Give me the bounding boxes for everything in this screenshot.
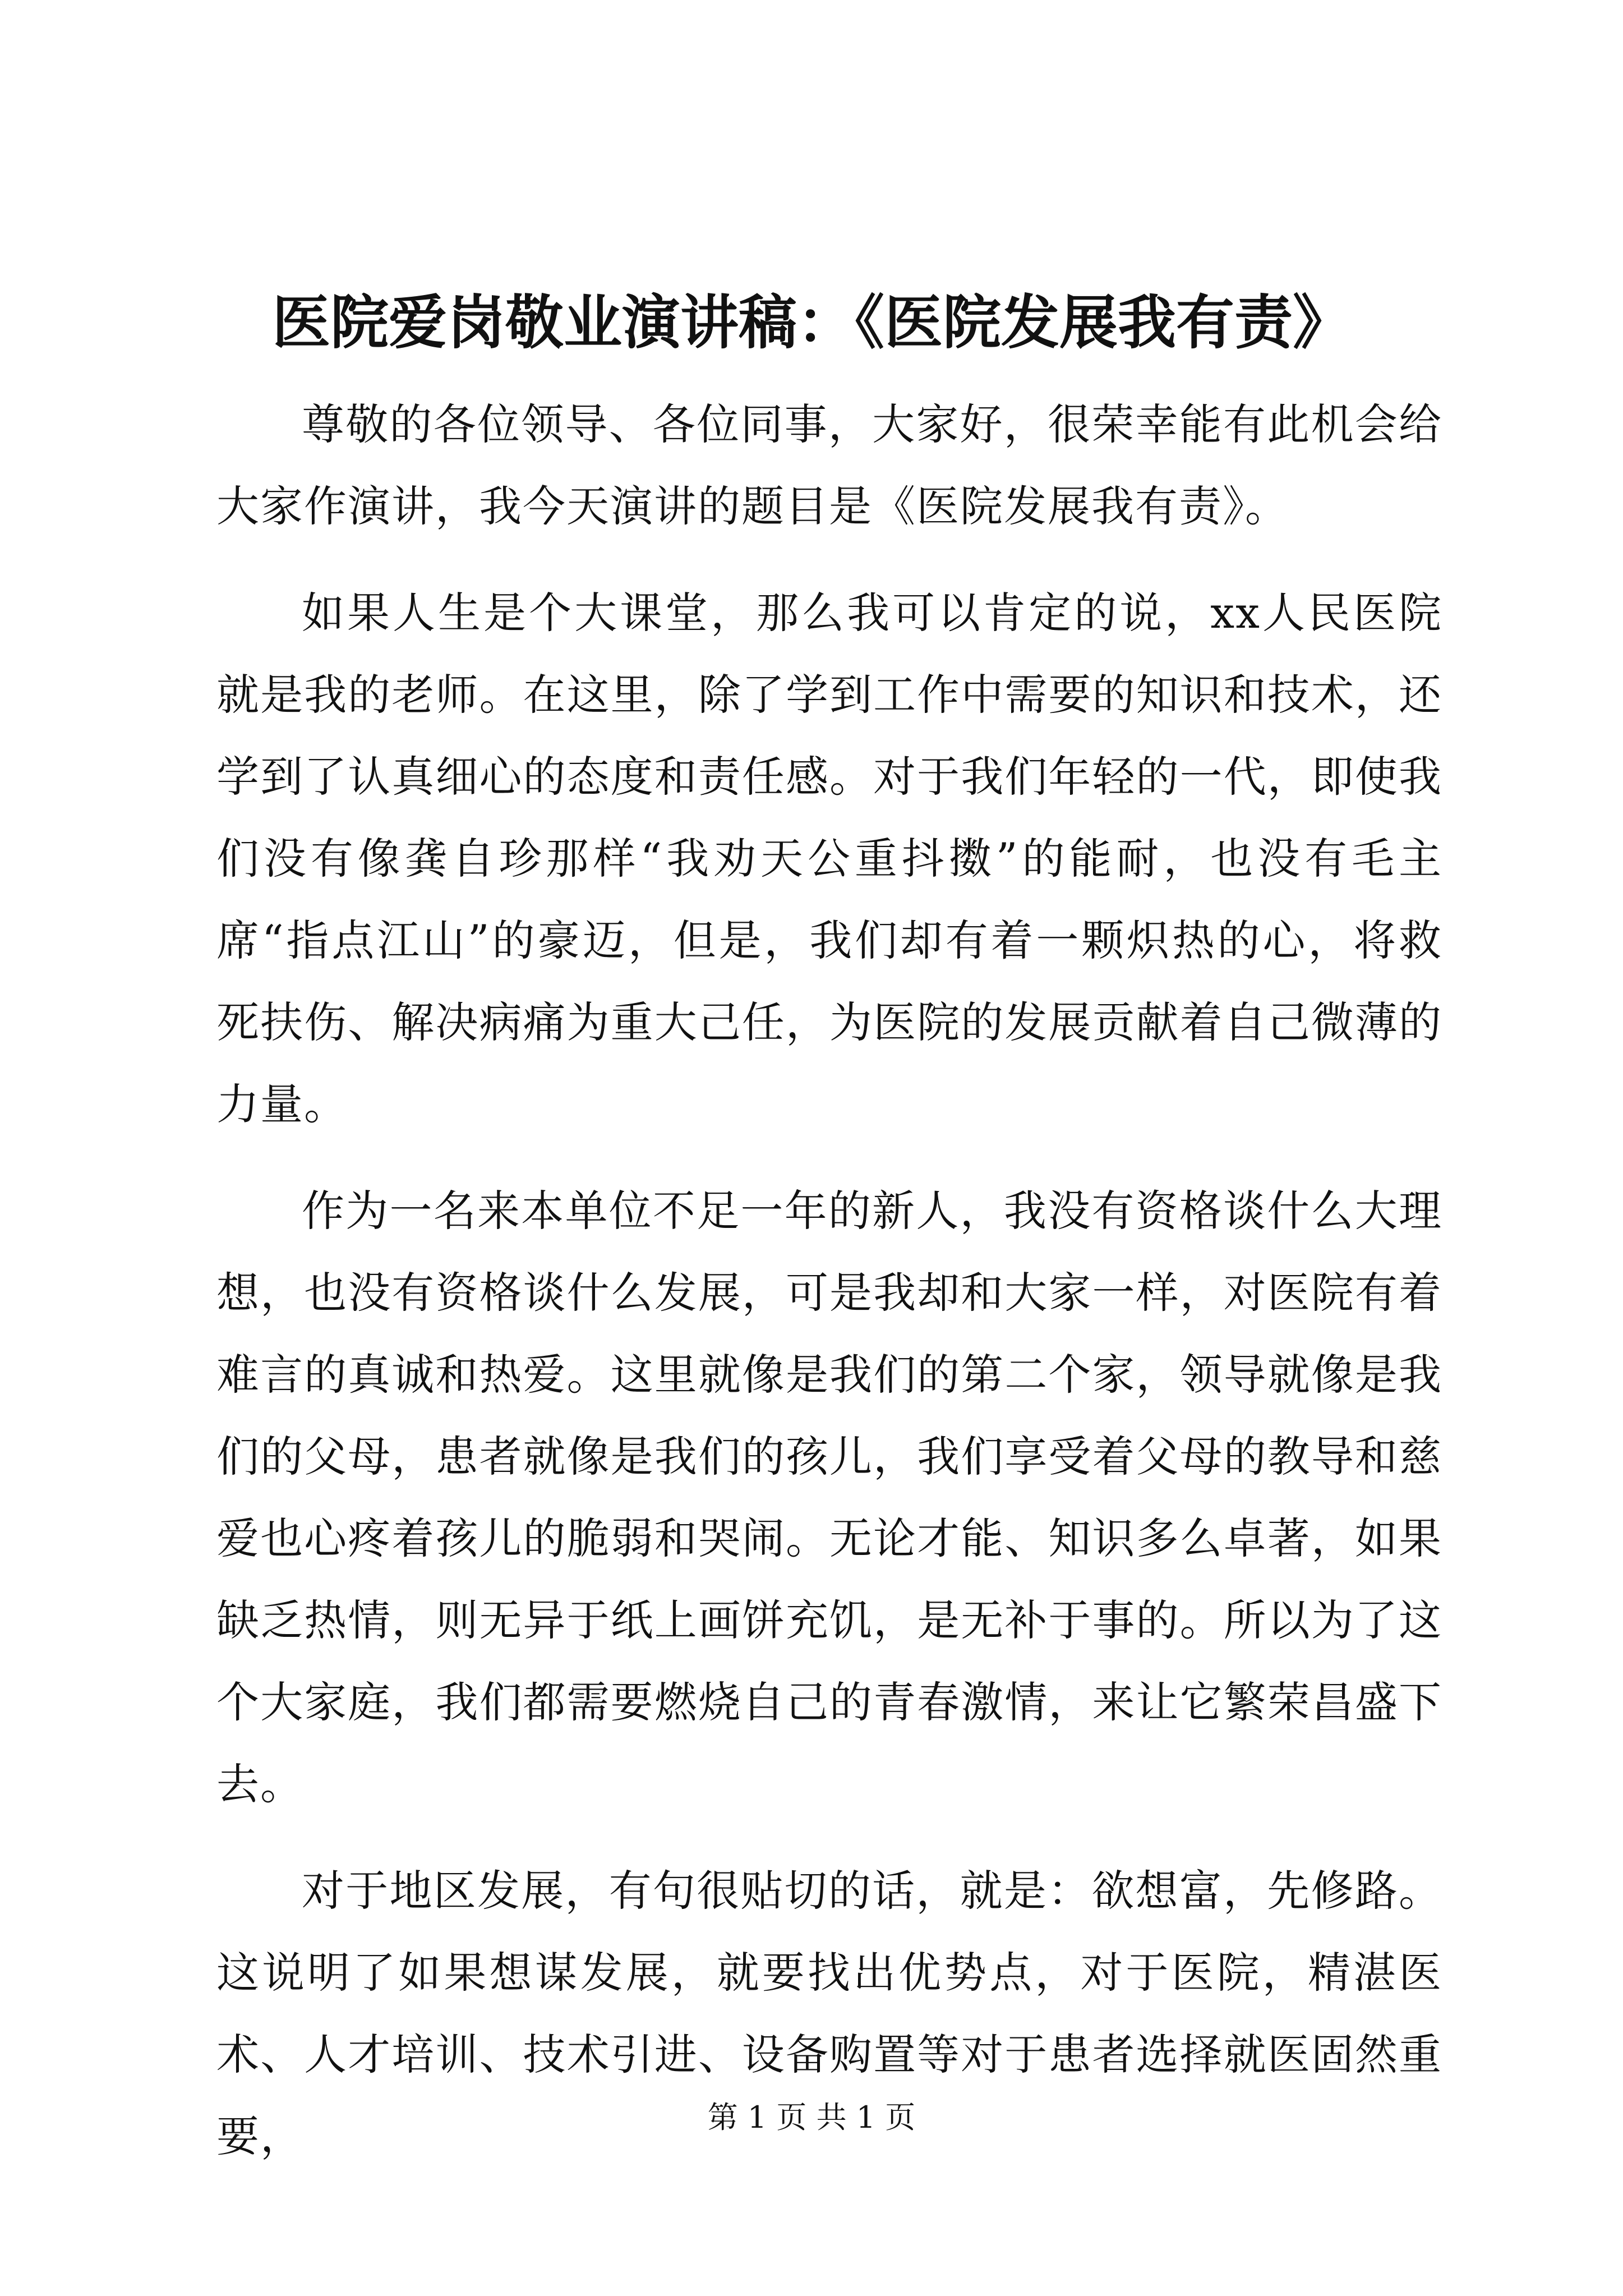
page-number-footer: 第 1 页 共 1 页 <box>707 2100 916 2135</box>
document-title: 医院爱岗敬业演讲稿：《医院发展我有责》 <box>271 288 1351 357</box>
paragraph-development: 对于地区发展，有句很贴切的话，就是：欲想富，先修路。这说明了如果想谋发展，就要找出优势点，对于医院，精湛医术、人才培训、技术引进、设备购置等对于患者选择就医固然重要， <box>216 1866 1442 2161</box>
document-body <box>216 384 1442 2178</box>
paragraph-greeting: 尊敬的各位领导、各位同事，大家好，很荣幸能有此机会给大家作演讲，我今天演讲的题目是《医院发展我有责》。 <box>216 399 1442 531</box>
paragraph-hospital-teacher: 如果人生是个大课堂，那么我可以肯定的说，xx人民医院就是我的老师。在这里，除了学到工作中需要的知识和技术，还学到了认真细心的态度和责任感。对于我们年轻的一代，即使我们没有像龚自珍那样“我劝天公重抖擞”的能耐，也没有毛主席“指点江山”的豪迈，但是，我们却有着一颗炽热的心，将救死扶伤、解决病痛为重大己任，为医院的发展贡献着自己微薄的力量。 <box>216 588 1442 1129</box>
paragraph-new-member: 作为一名来本单位不足一年的新人，我没有资格谈什么大理想，也没有资格谈什么发展，可是我却和大家一样，对医院有着难言的真诚和热爱。这里就像是我们的第二个家，领导就像是我们的父母，患者就像是我们的孩儿，我们享受着父母的教导和慈爱也心疼着孩儿的脆弱和哭闹。无论才能、知识多么卓著，如果缺乏热情，则无异于纸上画饼充饥，是无补于事的。所以为了这个大家庭，我们都需要燃烧自己的青春激情，来让它繁荣昌盛下去。 <box>216 1186 1442 1809</box>
